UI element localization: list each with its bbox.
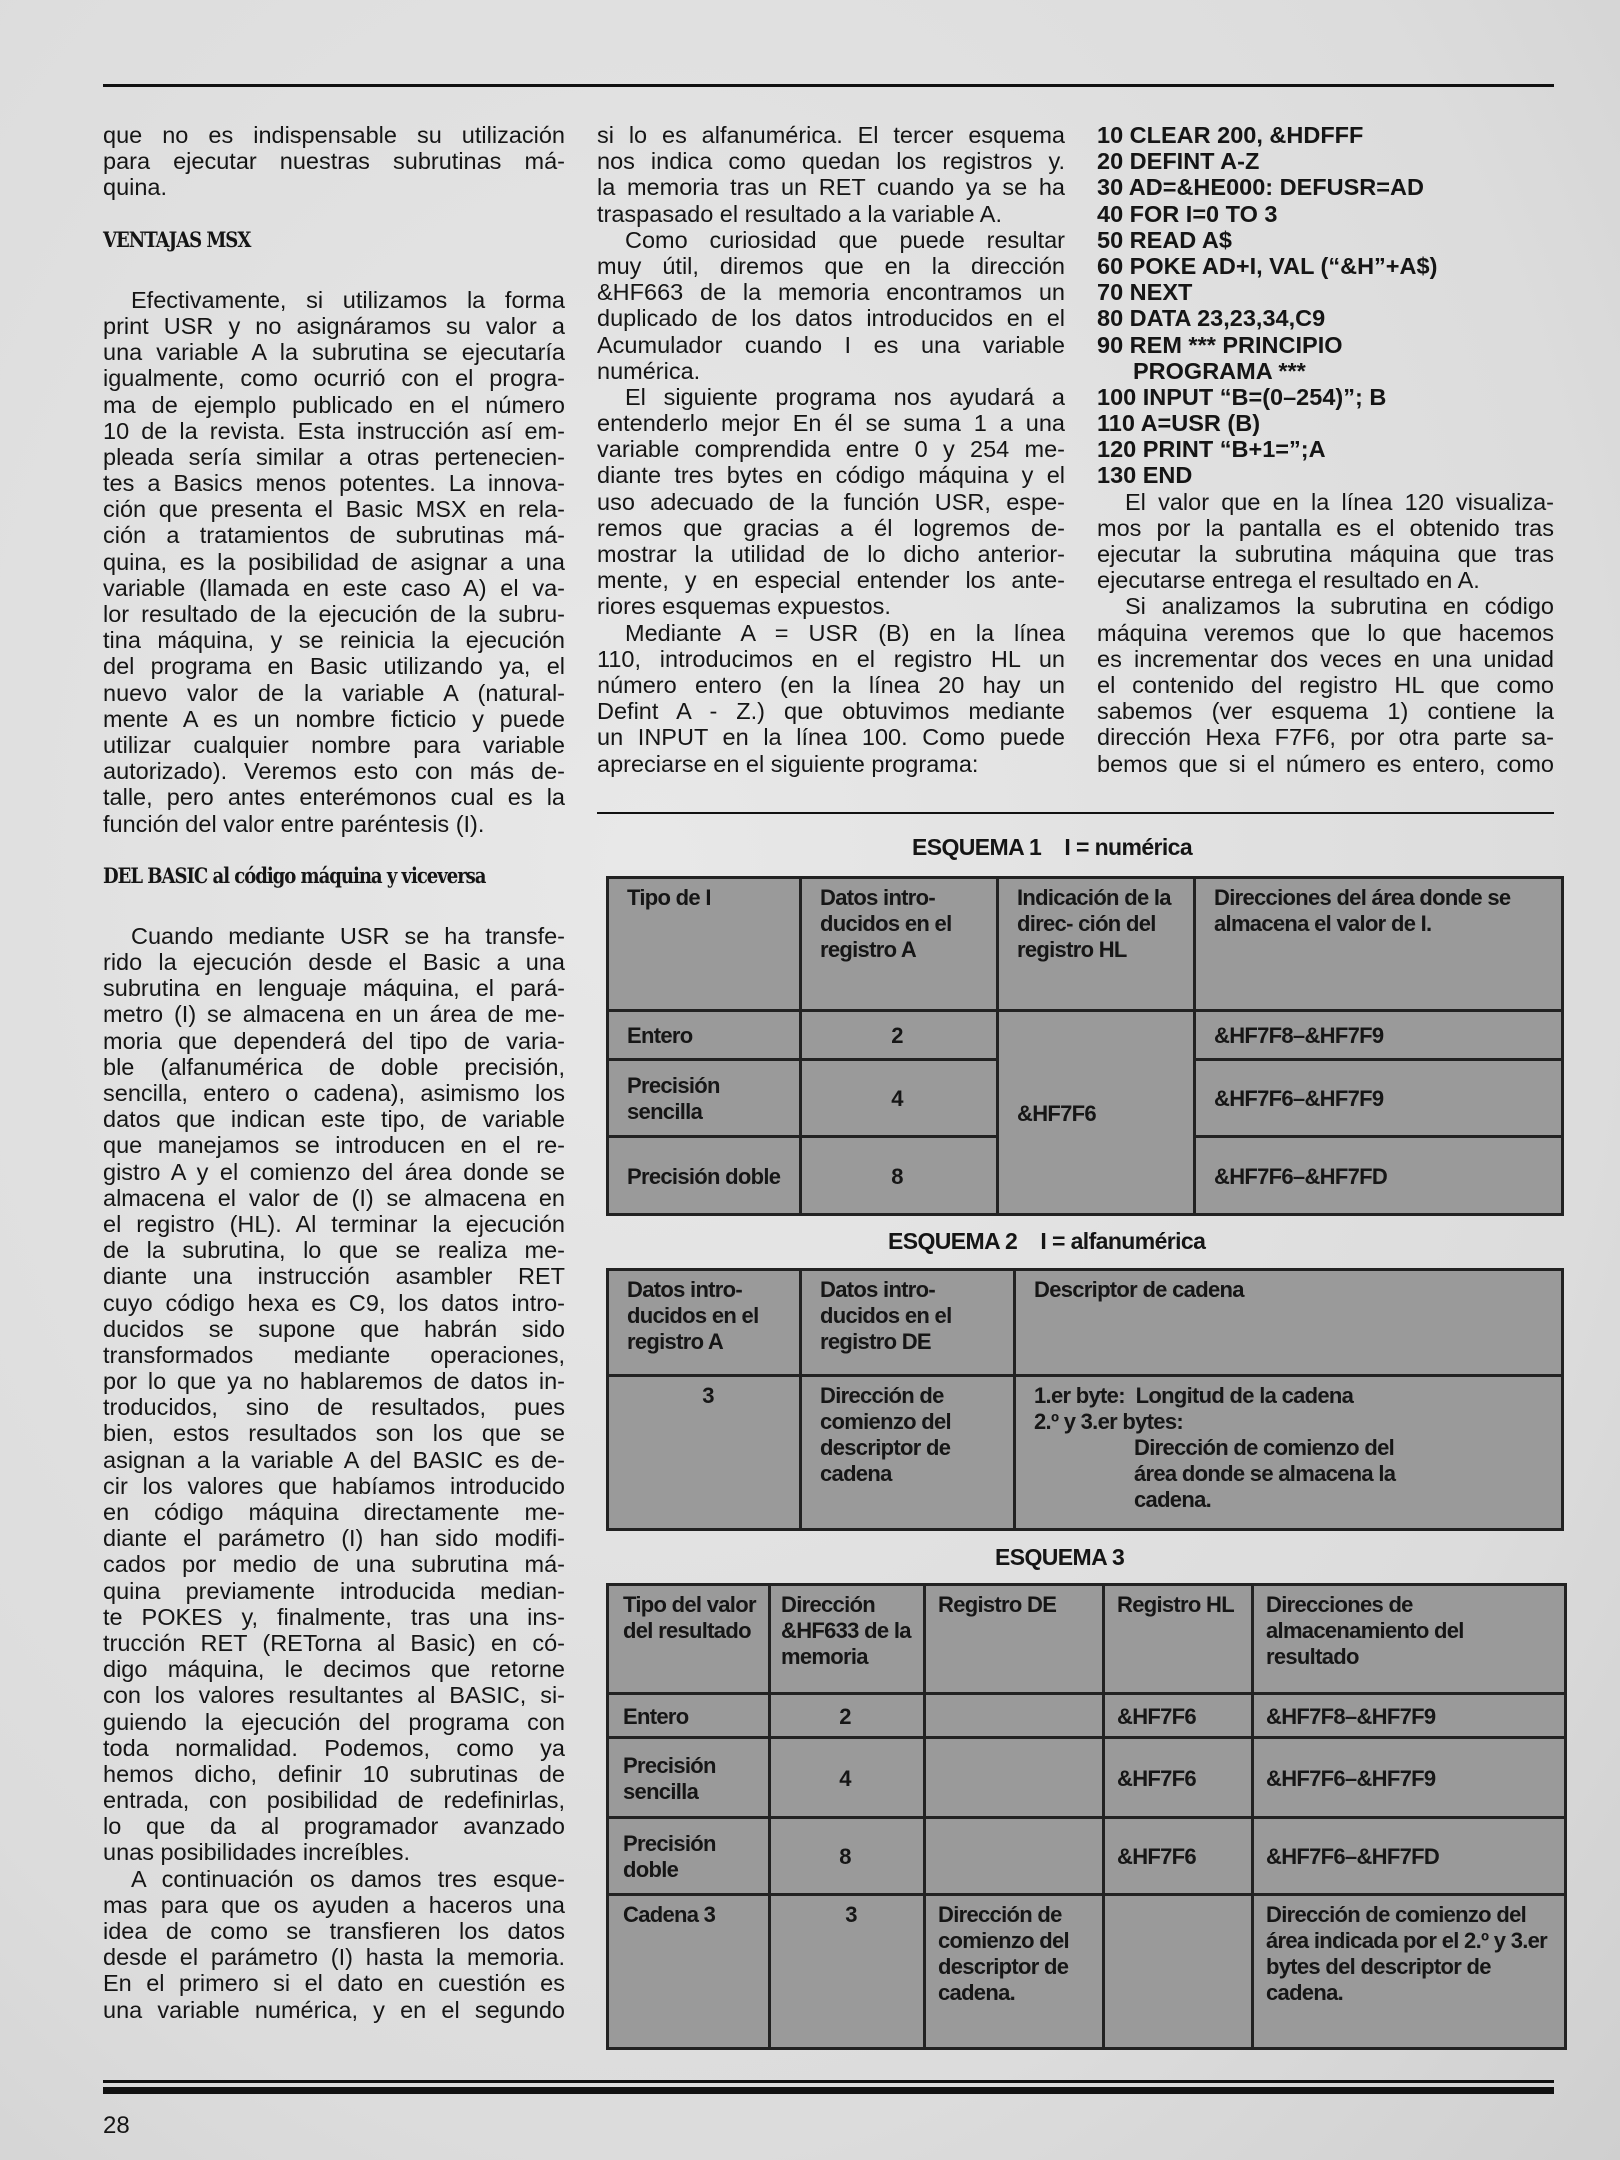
text-line: numérica.: [597, 357, 701, 384]
text-line: el registro (HL). Al terminar la ejecución: [103, 1210, 565, 1237]
text-line: riores esquemas expuestos.: [597, 593, 891, 620]
byte1-text: 1.er byte: Longitud de la cadena: [1034, 1383, 1354, 1408]
hl-cell: [1104, 1895, 1253, 2049]
text-line: cir los valores que habíamos introducido: [103, 1472, 565, 1499]
text-line: dirección Hexa F7F6, por otra parte sa-: [1097, 724, 1554, 751]
text-line: En el primero si el dato en cuestión es: [103, 1970, 565, 1997]
text-line: ble (alfanumérica de doble precisión,: [103, 1053, 565, 1080]
text-line: uso adecuado de la función USR, espe-: [597, 488, 1065, 515]
registro-de-cell: Dirección de comienzo del descriptor de cadena: [801, 1376, 1015, 1530]
tipo-cell: Precisión sencilla: [608, 1738, 770, 1818]
column-1: [103, 122, 565, 2023]
code-line: 130 END: [1097, 462, 1193, 489]
area-cell: &HF7F6–&HF7F9: [1195, 1060, 1563, 1137]
code-line: 60 POKE AD+I, VAL (“&H”+A$): [1097, 252, 1438, 279]
paragraph: [1097, 489, 1554, 594]
text-line: utilizar cualquier nombre para variable: [103, 731, 565, 758]
text-line: igualmente, como ocurrió con el progra-: [103, 365, 565, 392]
text-line: apreciarse en el siguiente programa:: [597, 750, 979, 777]
text-line: idea de como se transfieren los datos: [103, 1918, 565, 1944]
header-cell: Datos intro- ducidos en el registro DE: [801, 1270, 1015, 1376]
text-line: moria que dependerá del tipo de varia-: [103, 1027, 565, 1054]
text-line: 110, introducimos en el registro HL un: [597, 645, 1065, 672]
header-cell: Datos intro- ducidos en el registro A: [801, 878, 998, 1011]
text-line: asignan a la variable A del BASIC es de-: [103, 1446, 565, 1473]
area-cell: &HF7F6–&HF7FD: [1195, 1137, 1563, 1215]
text-line: rido la ejecución desde el Basic a una: [103, 949, 565, 976]
tipo-cell: Precisión doble: [608, 1818, 770, 1895]
text-line: cados por medio de una subrutina má-: [103, 1551, 565, 1578]
text-line: quina previamente introducida median-: [103, 1577, 565, 1604]
text-line: Cuando mediante USR se ha transfe-: [131, 922, 565, 949]
header-cell: Descriptor de cadena: [1015, 1270, 1563, 1376]
text-line: diante el parámetro (I) han sido modifi-: [103, 1525, 565, 1552]
text-line: si lo es alfanumérica. El tercer esquema: [597, 122, 1065, 148]
text-line: de la subrutina, lo que se realiza me-: [103, 1237, 565, 1264]
hl-cell: &HF7F6: [1104, 1818, 1253, 1895]
text-line: autorizado). Veremos esto con más de-: [103, 758, 565, 785]
dir-cell: 2: [770, 1694, 925, 1738]
text-line: sencilla, entero o cadena), asimismo los: [103, 1080, 565, 1106]
tipo-cell: Precisión doble: [608, 1137, 801, 1215]
descriptor-cell: [1015, 1376, 1563, 1530]
text-line: mos por la pantalla es el obtenido tras: [1097, 514, 1554, 541]
text-line: número entero (en la línea 20 hay un: [597, 671, 1065, 698]
bytes23-description: Dirección de comienzo del área donde se almacena la cadena.: [1134, 1435, 1396, 1512]
text-line: te POKES y, finalmente, tras una ins-: [103, 1603, 565, 1630]
code-line: 70 NEXT: [1097, 279, 1193, 306]
text-line: bien, estos resultados son los que se: [103, 1420, 565, 1447]
header-cell: Registro DE: [925, 1585, 1104, 1694]
text-line: máquina veremos que lo que hacemos: [1097, 619, 1554, 646]
registro-a-cell: 3: [608, 1376, 801, 1530]
text-line: talle, pero antes enterémonos cual es la: [103, 784, 565, 811]
header-cell: Dirección &HF633 de la memoria: [770, 1585, 925, 1694]
table-row: [608, 1376, 1563, 1530]
top-rule: [103, 84, 1554, 87]
text-line: datos que indican este tipo, de variable: [103, 1106, 565, 1133]
section-heading: VENTAJAS MSX: [103, 226, 251, 252]
dir-cell: 3: [770, 1895, 925, 2049]
text-line: sabemos (ver esquema 1) contiene la: [1097, 698, 1554, 725]
section-divider: [597, 812, 1554, 814]
esquema-1-title: ESQUEMA 1 I = numérica: [912, 834, 1193, 860]
text-line: diante tres bytes en código máquina y el: [597, 462, 1065, 489]
paragraph: [103, 1866, 565, 2023]
code-line: 120 PRINT “B+1=”;A: [1097, 436, 1326, 463]
text-line: el contenido del registro HL que como: [1097, 671, 1554, 698]
datos-cell: 2: [801, 1011, 998, 1060]
text-line: nuevo valor de la variable A (natural-: [103, 679, 565, 706]
text-line: lor resultado de la ejecución de la subru-: [103, 601, 565, 627]
text-line: desde el parámetro (I) hasta la memoria.: [103, 1944, 565, 1971]
text-line: Acumulador cuando I es una variable: [597, 331, 1065, 358]
text-line: variable comprendida entre 0 y 254 me-: [597, 436, 1065, 463]
text-line: mente, y en especial entender los ante-: [597, 567, 1065, 594]
basic-program-listing: [1097, 122, 1554, 489]
table-row: [608, 1738, 1566, 1818]
text-line: una variable A la subrutina se ejecutaría: [103, 339, 565, 366]
text-line: trucción RET (RETorna al Basic) en có-: [103, 1629, 565, 1656]
text-line: Mediante A = USR (B) en la línea: [625, 619, 1065, 646]
text-line: ción a tratamientos de subrutinas má-: [103, 522, 565, 549]
text-line: diante una instrucción asambler RET: [103, 1263, 565, 1290]
text-line: entenderlo mejor En él se suma 1 a una: [597, 410, 1065, 437]
code-line: 20 DEFINT A-Z: [1097, 148, 1260, 175]
header-cell: Indicación de la direc- ción del registro HL: [998, 878, 1195, 1011]
text-line: almacena el valor de (I) se almacena en: [103, 1184, 565, 1211]
text-line: ducidos se supone que habrán sido: [103, 1315, 565, 1342]
esquema-3-title: ESQUEMA 3: [995, 1544, 1125, 1570]
text-line: es incrementar dos veces en una unidad: [1097, 645, 1554, 672]
code-line: 80 DATA 23,23,34,C9: [1097, 305, 1326, 332]
text-line: en código máquina directamente me-: [103, 1499, 565, 1525]
hl-cell: &HF7F6: [1104, 1694, 1253, 1738]
de-cell: [925, 1818, 1104, 1895]
code-line: 90 REM *** PRINCIPIO: [1097, 331, 1343, 358]
text-line: función del valor entre paréntesis (I).: [103, 810, 485, 837]
text-line: Defint A - Z.) que obtuvimos mediante: [597, 698, 1065, 725]
text-line: El valor que en la línea 120 visualiza-: [1125, 488, 1554, 515]
text-line: remos que gracias a él logremos de-: [597, 514, 1065, 541]
text-line: una variable numérica, y en el segundo: [103, 1996, 565, 2023]
text-line: Si analizamos la subrutina en código: [1125, 593, 1554, 620]
paragraph: [597, 122, 1065, 227]
text-line: mente A es un nombre ficticio y puede: [103, 705, 565, 732]
paragraph: [597, 227, 1065, 384]
text-line: &HF663 de la memoria encontramos un: [597, 279, 1065, 306]
text-line: print USR y no asignáramos su valor a: [103, 312, 565, 339]
text-line: lo que da al programador avanzado: [103, 1813, 565, 1840]
header-cell: Datos intro- ducidos en el registro A: [608, 1270, 801, 1376]
text-line: un INPUT en la línea 100. Como puede: [597, 724, 1065, 751]
de-cell: [925, 1694, 1104, 1738]
bytes23-label: 2.º y 3.er bytes:: [1034, 1409, 1183, 1434]
datos-cell: 8: [801, 1137, 998, 1215]
text-line: 10 de la revista. Esta instrucción así em-: [103, 417, 565, 444]
text-line: metro (I) se almacena en un área de me-: [103, 1001, 565, 1028]
bottom-rule-thin: [103, 2080, 1554, 2083]
de-cell: [925, 1738, 1104, 1818]
text-line: para ejecutar nuestras subrutinas má-: [103, 148, 565, 175]
text-line: unas posibilidades increíbles.: [103, 1839, 410, 1866]
paragraph: [597, 384, 1065, 620]
paragraph: [103, 287, 565, 837]
paragraph: [597, 620, 1065, 777]
text-line: troducidos, sino de resultados, pues: [103, 1394, 565, 1421]
alm-cell: &HF7F6–&HF7FD: [1253, 1818, 1566, 1895]
tipo-cell: Cadena 3: [608, 1895, 770, 2049]
text-line: Como curiosidad que puede resultar: [625, 226, 1065, 253]
page-number: 28: [103, 2112, 130, 2139]
datos-cell: 4: [801, 1060, 998, 1137]
header-cell: Tipo del valor del resultado: [608, 1585, 770, 1694]
table-row: [608, 1694, 1566, 1738]
de-cell: Dirección de comienzo del descriptor de cadena.: [925, 1895, 1104, 2049]
text-line: gistro A y el comienzo del área donde se: [103, 1158, 565, 1185]
text-line: ción que presenta el Basic MSX en rela-: [103, 496, 565, 523]
esquema-1-table: [606, 876, 1564, 1216]
code-line: 50 READ A$: [1097, 226, 1232, 253]
header-cell: Direcciones de almacenamiento del resultado: [1253, 1585, 1566, 1694]
text-line: cuyo código hexa es C9, los datos intro-: [103, 1289, 565, 1316]
hl-cell: &HF7F6: [1104, 1738, 1253, 1818]
code-line: 30 AD=&HE000: DEFUSR=AD: [1097, 174, 1424, 201]
text-line: la memoria tras un RET cuando ya se ha: [597, 174, 1065, 201]
dir-cell: 8: [770, 1818, 925, 1895]
text-line: nos indica como quedan los registros y.: [597, 148, 1065, 175]
table-row: [608, 1011, 1563, 1060]
paragraph: [103, 923, 565, 1866]
paragraph: [103, 122, 565, 201]
text-line: que manejamos se introducen en el re-: [103, 1132, 565, 1159]
table-row: [608, 1895, 1566, 2049]
header-cell: Registro HL: [1104, 1585, 1253, 1694]
tipo-cell: Entero: [608, 1694, 770, 1738]
text-line: del programa en Basic utilizando ya, el: [103, 653, 565, 680]
code-line: PROGRAMA ***: [1133, 357, 1306, 384]
text-line: ejecutarse entrega el resultado en A.: [1097, 567, 1480, 594]
text-line: muy útil, diremos que en la dirección: [597, 252, 1065, 279]
text-line: mas para que os ayuden a haceros una: [103, 1891, 565, 1918]
text-line: ma de ejemplo publicado en el número: [103, 391, 565, 418]
text-line: quina, es la posibilidad de asignar a una: [103, 548, 565, 575]
text-line: duplicado de los datos introducidos en el: [597, 305, 1065, 332]
header-cell: Tipo de I: [608, 878, 801, 1011]
text-line: mostrar la utilidad de lo dicho anterior-: [597, 541, 1065, 567]
text-line: A continuación os damos tres esque-: [131, 1865, 565, 1892]
paragraph: [1097, 593, 1554, 776]
esquema-3-table: [606, 1583, 1567, 2050]
esquema-2-title: ESQUEMA 2 I = alfanumérica: [888, 1228, 1206, 1254]
text-line: bemos que si el número es entero, como: [1097, 750, 1554, 777]
header-cell: Direcciones del área donde se almacena el valor de I.: [1195, 878, 1563, 1011]
text-line: quina.: [103, 174, 168, 201]
text-line: tes a Basics menos potentes. La innova-: [103, 470, 565, 497]
esquema-2-table: [606, 1268, 1564, 1531]
area-cell: &HF7F8–&HF7F9: [1195, 1011, 1563, 1060]
alm-cell: &HF7F8–&HF7F9: [1253, 1694, 1566, 1738]
text-line: que no es indispensable su utilización: [103, 122, 565, 148]
text-line: pleada sería similar a otras pertenecien-: [103, 443, 565, 470]
code-line: 10 CLEAR 200, &HDFFF: [1097, 122, 1364, 148]
alm-cell: Dirección de comienzo del área indicada por el 2.º y 3.er bytes del descriptor de cadena.: [1253, 1895, 1566, 2049]
code-line: 110 A=USR (B): [1097, 410, 1261, 437]
code-line: 40 FOR I=0 TO 3: [1097, 200, 1278, 227]
tipo-cell: Precisión sencilla: [608, 1060, 801, 1137]
text-line: hemos dicho, definir 10 subrutinas de: [103, 1760, 565, 1787]
tipo-cell: Entero: [608, 1011, 801, 1060]
bottom-rule-thick: [103, 2087, 1554, 2094]
hl-address-cell: &HF7F6: [998, 1011, 1195, 1215]
text-line: traspasado el resultado a la variable A.: [597, 200, 1002, 227]
section-heading: DEL BASIC al código máquina y viceversa: [103, 862, 486, 888]
text-line: digo máquina, le decimos que retorne: [103, 1656, 565, 1683]
text-line: variable (llamada en este caso A) el va-: [103, 574, 565, 601]
text-line: Efectivamente, si utilizamos la forma: [131, 286, 565, 313]
table-row: [608, 1818, 1566, 1895]
text-line: con los valores resultantes al BASIC, si-: [103, 1682, 565, 1709]
text-line: tina máquina, y se reinicia la ejecución: [103, 627, 565, 654]
text-line: toda normalidad. Podemos, como ya: [103, 1734, 565, 1761]
text-line: entrada, con posibilidad de redefinirlas,: [103, 1787, 565, 1814]
dir-cell: 4: [770, 1738, 925, 1818]
text-line: transformados mediante operaciones,: [103, 1341, 565, 1368]
text-line: guiendo la ejecución del programa con: [103, 1708, 565, 1735]
text-line: ejecutar la subrutina máquina que tras: [1097, 541, 1554, 567]
text-line: por lo que ya no hablaremos de datos in-: [103, 1368, 565, 1395]
alm-cell: &HF7F6–&HF7F9: [1253, 1738, 1566, 1818]
text-line: El siguiente programa nos ayudará a: [625, 383, 1065, 410]
code-line: 100 INPUT “B=(0–254)”; B: [1097, 383, 1387, 410]
column-3: [1097, 122, 1554, 777]
text-line: subrutina en lenguaje máquina, el pará-: [103, 975, 565, 1002]
column-2: [597, 122, 1065, 777]
